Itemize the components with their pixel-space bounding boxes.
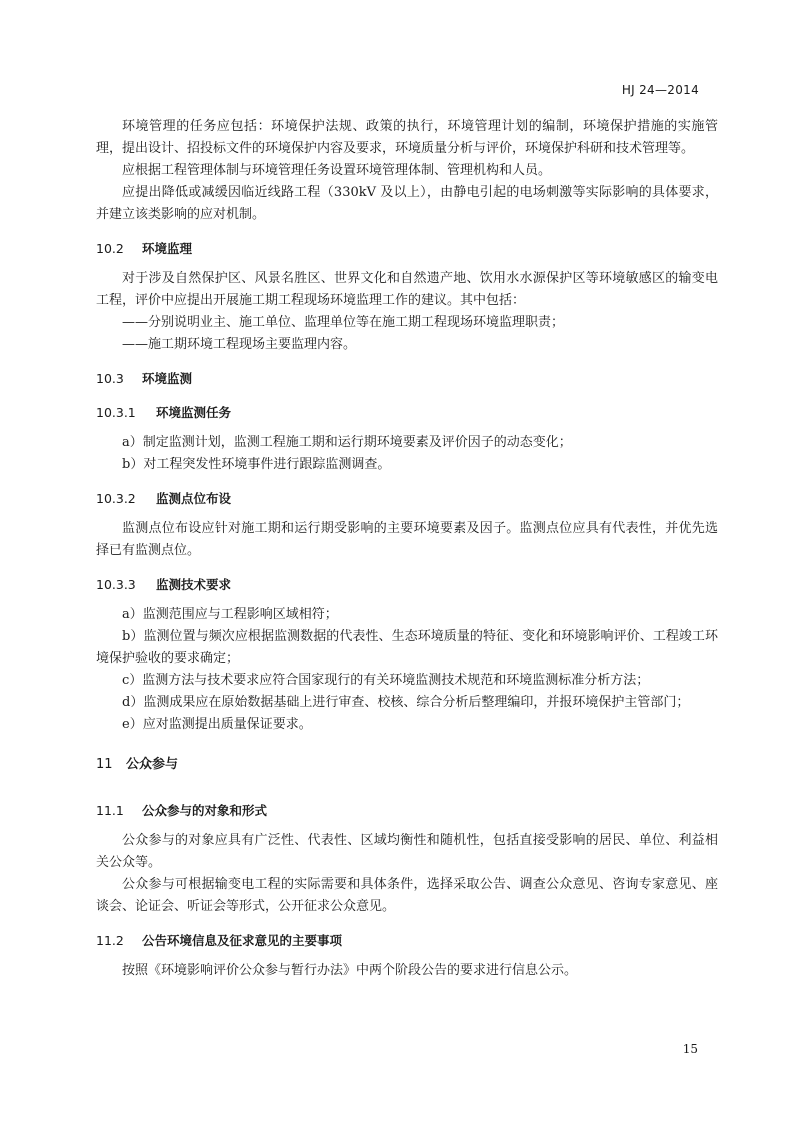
chapter-heading-11: [96, 754, 718, 776]
paragraph: 按照《环境影响评价公众参与暂行办法》中两个阶段公告的要求进行信息公示。: [122, 963, 578, 978]
list-item: d）监测成果应在原始数据基础上进行审查、校核、综合分析后整理编印，并报环境保护主管部门；: [122, 695, 690, 710]
paragraph: 公众参与可根据输变电工程的实际需要和具体条件，选择采取公告、调查公众意见、咨询专家意见、座谈会、论证会、听证会等形式，公开征求公众意见。: [96, 877, 718, 914]
list-item: ——分别说明业主、施工单位、监理单位等在施工期工程现场环境监理职责；: [122, 315, 565, 330]
section-title: 环境监理: [142, 241, 193, 256]
paragraph: 公众参与的对象应具有广泛性、代表性、区域均衡性和随机性，包括直接受影响的居民、单位、利益相关公众等。: [96, 833, 718, 870]
paragraph: 对于涉及自然保护区、风景名胜区、世界文化和自然遗产地、饮用水水源保护区等环境敏感区的输变电工程，评价中应提出开展施工期工程现场环境监理工作的建议。其中包括：: [96, 271, 718, 308]
section-heading-10-3-3: [96, 574, 718, 596]
section-title: 监测点位布设: [156, 491, 232, 506]
section-number: 10.3.3: [96, 577, 136, 592]
section-heading-10-2: [96, 238, 718, 260]
paragraph: 环境管理的任务应包括：环境保护法规、政策的执行，环境管理计划的编制，环境保护措施的实施管理，提出设计、招投标文件的环境保护内容及要求，环境质量分析与评价，环境保护科研和技术管理等。: [96, 119, 718, 156]
section-title: 环境监测: [142, 371, 193, 386]
list-item: ——施工期环境工程现场主要监理内容。: [122, 337, 357, 352]
chapter-number: 11: [96, 757, 113, 772]
section-heading-10-3: [96, 368, 718, 390]
section-number: 10.2: [96, 241, 124, 256]
section-heading-11-1: [96, 800, 718, 822]
section-number: 11.2: [96, 933, 124, 948]
section-number: 10.3.1: [96, 405, 136, 420]
section-heading-10-3-2: [96, 488, 718, 510]
section-title: 公告环境信息及征求意见的主要事项: [142, 933, 343, 948]
section-heading-11-2: [96, 930, 718, 952]
list-item: b）对工程突发性环境事件进行跟踪监测调查。: [122, 457, 391, 472]
section-number: 10.3: [96, 371, 124, 386]
list-item: a）制定监测计划，监测工程施工期和运行期环境要素及评价因子的动态变化；: [122, 435, 572, 450]
section-title: 环境监测任务: [156, 405, 232, 420]
list-item: c）监测方法与技术要求应符合国家现行的有关环境监测技术规范和环境监测标准分析方法；: [122, 673, 650, 688]
paragraph: 应根据工程管理体制与环境管理任务设置环境管理体制、管理机构和人员。: [122, 163, 552, 178]
section-title: 监测技术要求: [156, 577, 232, 592]
list-item: e）应对监测提出质量保证要求。: [122, 717, 312, 732]
list-item: a）监测范围应与工程影响区域相符；: [122, 607, 338, 622]
section-heading-10-3-1: [96, 402, 718, 424]
list-item: b）监测位置与频次应根据监测数据的代表性、生态环境质量的特征、变化和环境影响评价、工程竣工环境保护验收的要求确定；: [96, 629, 718, 666]
paragraph: 监测点位布设应针对施工期和运行期受影响的主要环境要素及因子。监测点位应具有代表性，并优先选择已有监测点位。: [96, 521, 718, 558]
page-number: 15: [682, 1042, 698, 1056]
section-number: 11.1: [96, 803, 124, 818]
page-body: [96, 116, 718, 982]
document-code-header: HJ 24—2014: [621, 83, 699, 97]
paragraph: 应提出降低或减缓因临近线路工程（330kV 及以上），由静电引起的电场刺激等实际影响的具体要求，并建立该类影响的应对机制。: [96, 185, 718, 222]
section-number: 10.3.2: [96, 491, 136, 506]
section-title: 公众参与的对象和形式: [142, 803, 268, 818]
chapter-title: 公众参与: [126, 757, 179, 772]
